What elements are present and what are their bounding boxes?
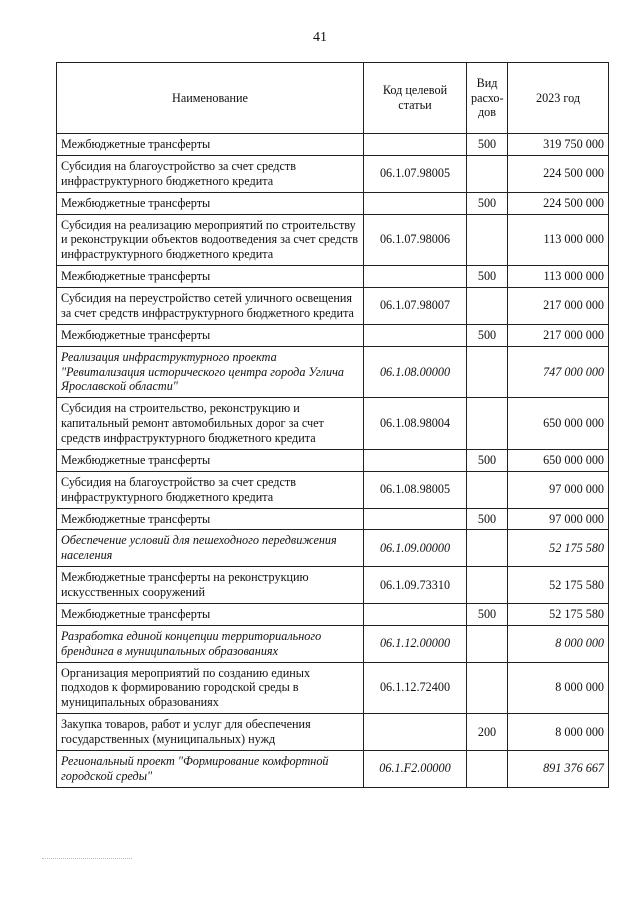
cell-vid: 500 bbox=[467, 134, 508, 156]
header-code: Код целевой статьи bbox=[364, 63, 467, 134]
table-row bbox=[57, 567, 609, 604]
cell-sum: 217 000 000 bbox=[508, 288, 609, 325]
table-row bbox=[57, 266, 609, 288]
table-row bbox=[57, 324, 609, 346]
cell-code bbox=[364, 508, 467, 530]
cell-code: 06.1.07.98007 bbox=[364, 288, 467, 325]
cell-code: 06.1.07.98005 bbox=[364, 155, 467, 192]
cell-sum: 217 000 000 bbox=[508, 324, 609, 346]
cell-name: Межбюджетные трансферты на реконструкцию искусственных сооружений bbox=[57, 567, 364, 604]
cell-sum: 52 175 580 bbox=[508, 567, 609, 604]
cell-sum: 8 000 000 bbox=[508, 625, 609, 662]
cell-vid bbox=[467, 346, 508, 398]
cell-sum: 650 000 000 bbox=[508, 449, 609, 471]
cell-name: Разработка единой концепции территориального брендинга в муниципальных образованиях bbox=[57, 625, 364, 662]
table-row bbox=[57, 346, 609, 398]
cell-code bbox=[364, 714, 467, 751]
cell-code: 06.1.12.72400 bbox=[364, 662, 467, 714]
cell-sum: 747 000 000 bbox=[508, 346, 609, 398]
cell-code: 06.1.09.73310 bbox=[364, 567, 467, 604]
cell-sum: 8 000 000 bbox=[508, 714, 609, 751]
table-row bbox=[57, 398, 609, 450]
cell-code: 06.1.12.00000 bbox=[364, 625, 467, 662]
table-row bbox=[57, 714, 609, 751]
cell-name: Межбюджетные трансферты bbox=[57, 603, 364, 625]
table-row bbox=[57, 155, 609, 192]
cell-vid: 500 bbox=[467, 508, 508, 530]
cell-vid: 200 bbox=[467, 714, 508, 751]
cell-name: Межбюджетные трансферты bbox=[57, 192, 364, 214]
cell-sum: 97 000 000 bbox=[508, 471, 609, 508]
table-row bbox=[57, 603, 609, 625]
table-row bbox=[57, 530, 609, 567]
cell-vid: 500 bbox=[467, 603, 508, 625]
table-row bbox=[57, 449, 609, 471]
cell-sum: 319 750 000 bbox=[508, 134, 609, 156]
cell-code bbox=[364, 192, 467, 214]
cell-vid bbox=[467, 214, 508, 266]
table-row bbox=[57, 662, 609, 714]
cell-name: Региональный проект "Формирование комфортной городской среды" bbox=[57, 750, 364, 787]
cell-vid bbox=[467, 625, 508, 662]
cell-code: 06.1.08.00000 bbox=[364, 346, 467, 398]
cell-vid: 500 bbox=[467, 266, 508, 288]
cell-code: 06.1.F2.00000 bbox=[364, 750, 467, 787]
cell-vid: 500 bbox=[467, 324, 508, 346]
cell-vid: 500 bbox=[467, 192, 508, 214]
cell-sum: 52 175 580 bbox=[508, 603, 609, 625]
cell-sum: 97 000 000 bbox=[508, 508, 609, 530]
cell-sum: 891 376 667 bbox=[508, 750, 609, 787]
cell-code bbox=[364, 449, 467, 471]
cell-name: Межбюджетные трансферты bbox=[57, 134, 364, 156]
cell-sum: 113 000 000 bbox=[508, 266, 609, 288]
cell-vid bbox=[467, 530, 508, 567]
cell-code: 06.1.09.00000 bbox=[364, 530, 467, 567]
cell-name: Межбюджетные трансферты bbox=[57, 449, 364, 471]
table-row bbox=[57, 214, 609, 266]
page-number: 41 bbox=[313, 30, 327, 45]
cell-name: Субсидия на строительство, реконструкцию и капитальный ремонт автомобильных дорог за счет средств инфраструктурного бюджетного кредита bbox=[57, 398, 364, 450]
cell-vid bbox=[467, 750, 508, 787]
cell-sum: 224 500 000 bbox=[508, 155, 609, 192]
table-header-row bbox=[57, 63, 609, 134]
cell-name: Субсидия на переустройство сетей уличного освещения за счет средств инфраструктурного бюджетного кредита bbox=[57, 288, 364, 325]
cell-sum: 8 000 000 bbox=[508, 662, 609, 714]
cell-name: Межбюджетные трансферты bbox=[57, 266, 364, 288]
cell-name: Организация мероприятий по созданию единых подходов к формированию городской среды в муниципальных образованиях bbox=[57, 662, 364, 714]
table-row bbox=[57, 471, 609, 508]
cell-name: Межбюджетные трансферты bbox=[57, 324, 364, 346]
cell-sum: 113 000 000 bbox=[508, 214, 609, 266]
cell-code bbox=[364, 266, 467, 288]
cell-vid bbox=[467, 398, 508, 450]
cell-code bbox=[364, 603, 467, 625]
cell-sum: 650 000 000 bbox=[508, 398, 609, 450]
cell-code: 06.1.08.98005 bbox=[364, 471, 467, 508]
cell-vid bbox=[467, 471, 508, 508]
table-row bbox=[57, 288, 609, 325]
budget-table bbox=[56, 62, 609, 788]
cell-code: 06.1.07.98006 bbox=[364, 214, 467, 266]
table-row bbox=[57, 134, 609, 156]
cell-name: Субсидия на благоустройство за счет средств инфраструктурного бюджетного кредита bbox=[57, 471, 364, 508]
cell-vid bbox=[467, 155, 508, 192]
header-vid: Вид расхо-дов bbox=[467, 63, 508, 134]
cell-name: Межбюджетные трансферты bbox=[57, 508, 364, 530]
cell-vid bbox=[467, 288, 508, 325]
cell-sum: 224 500 000 bbox=[508, 192, 609, 214]
table-row bbox=[57, 508, 609, 530]
header-name: Наименование bbox=[57, 63, 364, 134]
table-row bbox=[57, 192, 609, 214]
table-row bbox=[57, 625, 609, 662]
cell-name: Обеспечение условий для пешеходного передвижения населения bbox=[57, 530, 364, 567]
cell-code: 06.1.08.98004 bbox=[364, 398, 467, 450]
scan-artifact bbox=[42, 858, 132, 860]
cell-vid bbox=[467, 567, 508, 604]
cell-sum: 52 175 580 bbox=[508, 530, 609, 567]
cell-name: Реализация инфраструктурного проекта "Ревитализация исторического центра города Углича Ярославской области" bbox=[57, 346, 364, 398]
cell-code bbox=[364, 134, 467, 156]
cell-code bbox=[364, 324, 467, 346]
cell-vid: 500 bbox=[467, 449, 508, 471]
cell-name: Субсидия на реализацию мероприятий по строительству и реконструкции объектов водоотведения за счет средств инфраструктурного бюджетного кредита bbox=[57, 214, 364, 266]
header-year: 2023 год bbox=[508, 63, 609, 134]
cell-name: Субсидия на благоустройство за счет средств инфраструктурного бюджетного кредита bbox=[57, 155, 364, 192]
cell-name: Закупка товаров, работ и услуг для обеспечения государственных (муниципальных) нужд bbox=[57, 714, 364, 751]
cell-vid bbox=[467, 662, 508, 714]
table-row bbox=[57, 750, 609, 787]
